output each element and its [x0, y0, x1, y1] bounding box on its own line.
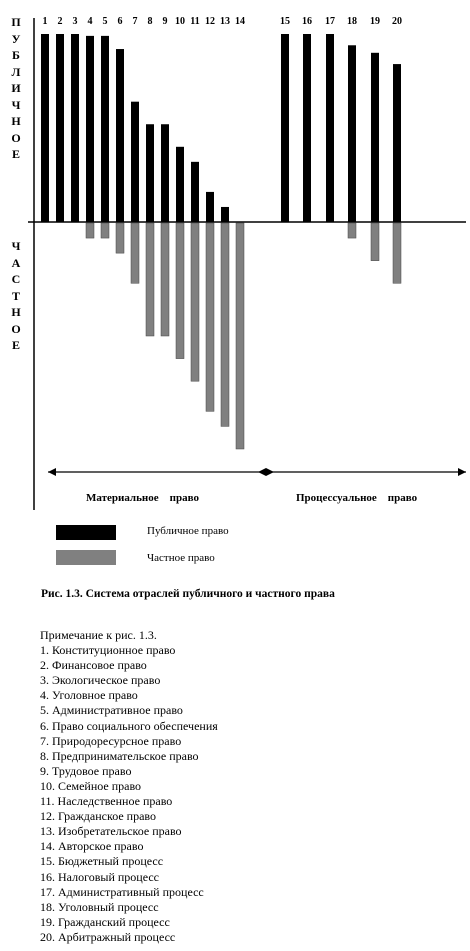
note-item: 15. Бюджетный процесс: [40, 854, 164, 869]
category-label-18: 18: [347, 16, 357, 27]
section-label-material: Материальное право: [86, 492, 199, 504]
range-arrow: [48, 468, 466, 476]
note-heading: Примечание к рис. 1.3.: [40, 628, 157, 642]
category-label-7: 7: [132, 16, 138, 27]
private-bar-6: [116, 223, 124, 253]
note-item: 3. Экологическое право: [40, 673, 161, 688]
figure-caption: Рис. 1.3. Система отраслей публичного и частного права: [41, 588, 335, 600]
category-labels: [43, 16, 403, 27]
note-item: 20. Арбитражный процесс: [40, 929, 176, 944]
note-list: [40, 643, 218, 945]
private-bar-11: [191, 223, 199, 381]
note-item: 6. Право социального обеспечения: [40, 718, 218, 733]
category-label-16: 16: [302, 16, 312, 27]
note-item: 13. Изобретательское право: [40, 824, 182, 839]
public-bar-11: [191, 162, 199, 222]
category-label-3: 3: [72, 16, 78, 27]
note-item: 2. Финансовое право: [40, 658, 147, 673]
note-item: 10. Семейное право: [40, 778, 142, 793]
note-item: 9. Трудовое право: [40, 763, 132, 778]
private-bar-19: [371, 223, 379, 261]
private-bar-18: [348, 223, 356, 238]
legend-swatch-public: [56, 525, 116, 540]
private-bar-4: [86, 223, 94, 238]
category-label-12: 12: [205, 16, 215, 27]
public-bar-10: [176, 147, 184, 222]
public-bar-7: [131, 102, 139, 222]
public-law-bars: [41, 34, 401, 222]
public-bar-3: [71, 34, 79, 222]
public-bar-2: [56, 34, 64, 222]
note-item: 18. Уголовный процесс: [40, 899, 159, 914]
note-item: 1. Конституционное право: [40, 643, 176, 658]
category-label-6: 6: [117, 16, 123, 27]
public-bar-16: [303, 34, 311, 222]
category-label-5: 5: [102, 16, 108, 27]
private-law-bars: [86, 223, 401, 449]
public-bar-8: [146, 124, 154, 222]
public-bar-9: [161, 124, 169, 222]
note-item: 5. Административное право: [40, 703, 183, 718]
y-top-label: П У Б Л И Ч Н О Е: [11, 15, 21, 161]
category-label-15: 15: [280, 16, 290, 27]
private-bar-8: [146, 223, 154, 336]
public-bar-1: [41, 34, 49, 222]
category-label-1: 1: [42, 16, 48, 27]
category-label-4: 4: [87, 16, 93, 27]
public-bar-13: [221, 207, 229, 222]
section-label-procedural: Процессуальное право: [296, 492, 418, 504]
legend-swatch-private: [56, 550, 116, 565]
private-bar-12: [206, 223, 214, 411]
public-bar-18: [348, 45, 356, 222]
legend-label-private: Частное право: [147, 552, 215, 564]
note-item: 12. Гражданское право: [40, 809, 157, 824]
public-bar-15: [281, 34, 289, 222]
private-bar-14: [236, 223, 244, 449]
note-item: 7. Природоресурсное право: [40, 733, 182, 748]
category-label-17: 17: [325, 16, 335, 27]
category-label-19: 19: [370, 16, 380, 27]
y-bottom-label: Ч А С Т Н О Е: [11, 239, 21, 352]
private-bar-13: [221, 223, 229, 426]
public-bar-5: [101, 36, 109, 222]
public-bar-12: [206, 192, 214, 222]
note-item: 17. Административный процесс: [40, 884, 204, 899]
category-label-20: 20: [392, 16, 402, 27]
category-label-8: 8: [147, 16, 153, 27]
private-bar-7: [131, 223, 139, 283]
category-label-13: 13: [220, 16, 230, 27]
private-bar-10: [176, 223, 184, 359]
note-item: 16. Налоговый процесс: [40, 869, 159, 884]
figure-note: [40, 628, 218, 945]
private-bar-9: [161, 223, 169, 336]
category-label-2: 2: [57, 16, 63, 27]
note-item: 14. Авторское право: [40, 839, 144, 854]
public-bar-20: [393, 64, 401, 222]
note-item: 8. Предпринимательское право: [40, 748, 199, 763]
public-bar-4: [86, 36, 94, 222]
private-bar-5: [101, 223, 109, 238]
category-label-9: 9: [162, 16, 168, 27]
public-bar-17: [326, 34, 334, 222]
note-item: 11. Наследственное право: [40, 794, 173, 809]
note-item: 19. Гражданский процесс: [40, 914, 170, 929]
public-bar-19: [371, 53, 379, 222]
private-bar-20: [393, 223, 401, 283]
category-label-10: 10: [175, 16, 185, 27]
note-item: 4. Уголовное право: [40, 688, 138, 703]
category-label-14: 14: [235, 16, 245, 27]
legend-label-public: Публичное право: [147, 525, 229, 537]
category-label-11: 11: [190, 16, 200, 27]
public-bar-6: [116, 49, 124, 222]
